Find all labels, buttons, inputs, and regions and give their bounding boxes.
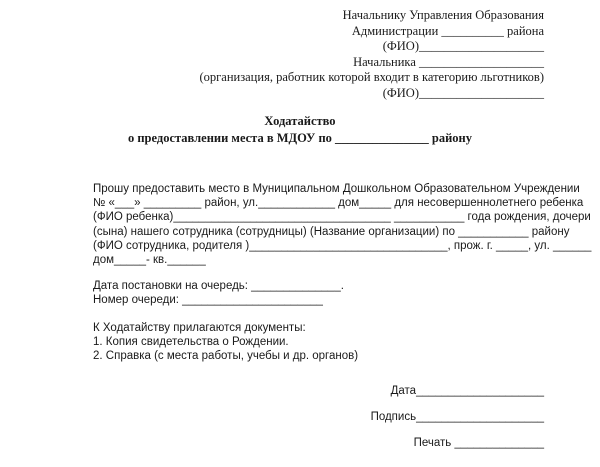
addressee-block	[199, 8, 544, 101]
request-line: (ФИО сотрудника, родителя )_______________________________, прож. г. _____, ул. ______	[93, 239, 592, 252]
document-item: 1. Копия свидетельства о Рождении.	[93, 336, 289, 349]
addressee-line: Администрации __________ района	[351, 23, 544, 38]
request-line: № «___» _________ район, ул.____________ дом_____ для несовершеннолетнего ребенка	[93, 197, 584, 210]
queue-block	[93, 279, 344, 307]
title-line: о предоставлении места в МДОУ по _______________ району	[127, 131, 473, 145]
request-line: (сына) нашего сотрудника (сотрудницы) (Название организации) по ___________ району	[93, 225, 570, 238]
document-title	[0, 113, 600, 147]
queue-number-line: Номер очереди: ______________________	[93, 294, 323, 307]
addressee-line: Начальнику Управления Образования	[342, 8, 544, 22]
date-line: Дата____________________	[390, 385, 544, 397]
queue-date-line: Дата постановки на очередь: ______________.	[93, 280, 344, 292]
addressee-line: (ФИО)____________________	[382, 85, 544, 100]
request-paragraph	[93, 182, 591, 267]
request-line: дом_____- кв.______	[93, 254, 206, 267]
stamp-line: Печать ______________	[413, 437, 544, 449]
document-item: 2. Справка (с места работы, учебы и др. органов)	[93, 350, 359, 363]
signature-line: Подпись____________________	[370, 411, 544, 423]
title-line: Ходатайство	[264, 114, 336, 128]
addressee-line: (ФИО)____________________	[382, 39, 544, 53]
addressee-line: (организация, работник которой входит в категорию льготников)	[199, 70, 544, 84]
documents-heading: К Ходатайству прилагаются документы:	[93, 322, 306, 334]
attached-documents	[93, 321, 358, 364]
request-line: (ФИО ребенка)__________________________________ ___________ года рождения, дочери	[93, 211, 591, 224]
signature-block	[371, 384, 544, 462]
addressee-line: Начальника ____________________	[353, 54, 544, 69]
request-line: Прошу предоставить место в Муниципальном Дошкольном Образовательном Учреждении	[93, 183, 580, 195]
